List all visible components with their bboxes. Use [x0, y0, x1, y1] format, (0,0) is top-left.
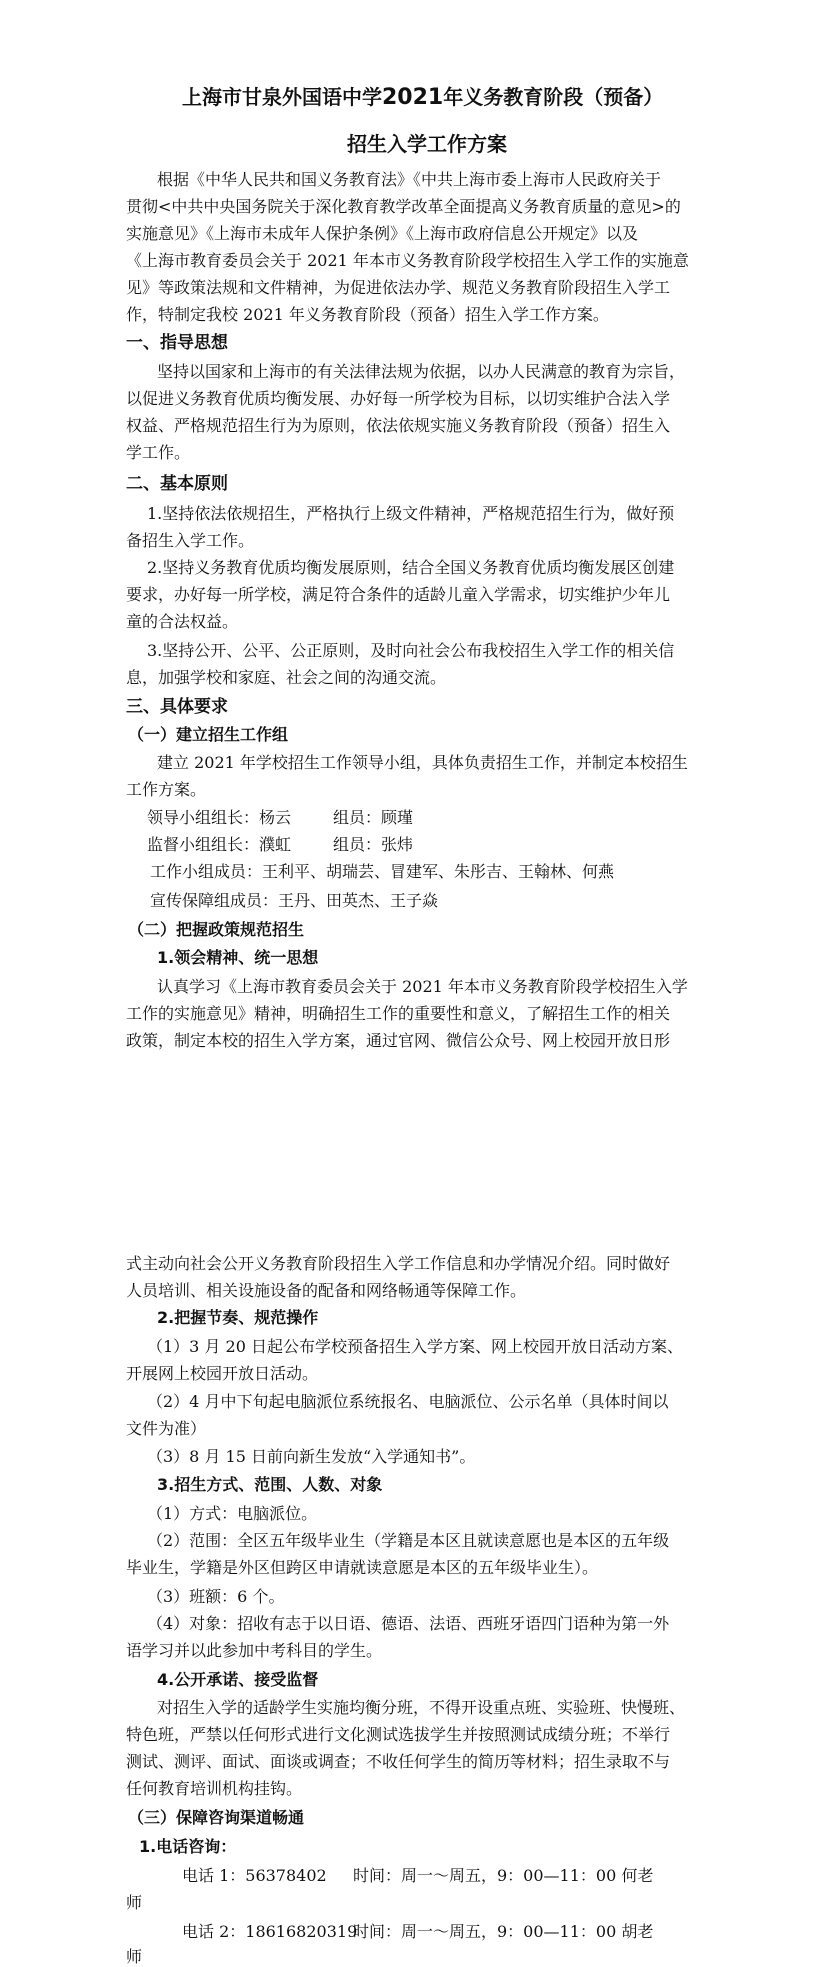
section-3-heading: 三、具体要求	[126, 697, 228, 717]
item-4-line: 对招生入学的适龄学生实施均衡分班，不得开设重点班、实验班、快慢班、	[157, 1698, 686, 1717]
item-3-line: （3）班额：6 个。	[147, 1587, 285, 1606]
item-2-line: （1）3 月 20 日起公布学校预备招生入学方案、网上校园开放日活动方案、	[147, 1337, 683, 1356]
title-year: 2021	[382, 85, 444, 110]
item-4-line: 任何教育培训机构挂钩。	[126, 1779, 303, 1798]
subsection-3-heading: （三）保障咨询渠道畅通	[128, 1808, 305, 1827]
section-2-line: 3.坚持公开、公平、公正原则，及时向社会公布我校招生入学工作的相关信	[147, 641, 675, 660]
intro-line: 作，特制定我校 2021 年义务教育阶段（预备）招生入学工作方案。	[126, 305, 609, 324]
phone-1-contact-tail: 师	[126, 1893, 143, 1912]
section-2-line: 备招生入学工作。	[126, 531, 255, 550]
item-4-heading: 4.公开承诺、接受监督	[157, 1670, 319, 1689]
section-1-line: 学工作。	[126, 443, 191, 462]
subsection-1-heading: （一）建立招生工作组	[128, 725, 289, 744]
subsection-2-heading: （二）把握政策规范招生	[128, 920, 305, 939]
phone-2-contact-tail: 师	[126, 1947, 143, 1966]
item-2-line: 文件为准）	[126, 1419, 207, 1438]
intro-line: 《上海市教育委员会关于 2021 年本市义务教育阶段学校招生入学工作的实施意	[126, 251, 689, 270]
item-3-line: 毕业生，学籍是外区但跨区申请就读意愿是本区的五年级毕业生）。	[126, 1558, 599, 1577]
item-3-line: 语学习并以此参加中考科目的学生。	[126, 1641, 383, 1660]
section-2-line: 1.坚持依法依规招生，严格执行上级文件精神，严格规范招生行为，做好预	[147, 504, 675, 523]
item-1-line: 工作的实施意见》精神，明确招生工作的重要性和意义，了解招生工作的相关	[126, 1004, 671, 1023]
section-2-line: 童的合法权益。	[126, 612, 239, 631]
item-1-line: 政策，制定本校的招生入学方案，通过官网、微信公众号、网上校园开放日形	[126, 1031, 671, 1050]
section-1-line: 坚持以国家和上海市的有关法律法规为依据，以办人民满意的教育为宗旨，	[157, 362, 686, 381]
supervise-group-leader: 监督小组组长：濮虹	[147, 835, 292, 854]
section-2-line: 息，加强学校和家庭、社会之间的沟通交流。	[126, 668, 447, 687]
intro-line: 见》等政策法规和文件精神，为促进依法办学、规范义务教育阶段招生入学工	[126, 278, 671, 297]
work-group-members: 工作小组成员：王利平、胡瑞芸、冒建军、朱彤吉、王翰林、何燕	[150, 862, 615, 881]
item-3-line: （2）范围：全区五年级毕业生（学籍是本区且就读意愿也是本区的五年级	[147, 1531, 670, 1550]
item-3-heading: 3.招生方式、范围、人数、对象	[157, 1475, 383, 1494]
section-2-line: 要求，办好每一所学校，满足符合条件的适龄儿童入学需求，切实维护少年儿	[126, 585, 671, 604]
item-2-line: （3）8 月 15 日前向新生发放“入学通知书”。	[147, 1447, 476, 1466]
item-3-line: （1）方式：电脑派位。	[147, 1504, 318, 1523]
leader-group-member: 组员：顾瑾	[333, 808, 414, 827]
supervise-group-member: 组员：张炜	[333, 835, 414, 854]
section-1-line: 权益、严格规范招生行为为原则，依法依规实施义务教育阶段（预备）招生入	[126, 416, 671, 435]
item-2-line: 开展网上校园开放日活动。	[126, 1364, 319, 1383]
phone-2-number: 电话 2：18616820319	[182, 1922, 358, 1941]
subsection-1-line: 工作方案。	[126, 780, 207, 799]
phone-consult-heading: 1.电话咨询：	[139, 1837, 237, 1856]
intro-line: 实施意见》《上海市未成年人保护条例》《上海市政府信息公开规定》以及	[126, 224, 639, 243]
item-4-line: 特色班，严禁以任何形式进行文化测试选拔学生并按照测试成绩分班；不举行	[126, 1725, 671, 1744]
title-line-2: 招生入学工作方案	[347, 132, 507, 156]
intro-line: 贯彻<中共中央国务院关于深化教育教学改革全面提高义务教育质量的意见>的	[126, 197, 681, 216]
publicity-group-members: 宣传保障组成员：王丹、田英杰、王子焱	[150, 891, 439, 910]
phone-1-hours: 时间：周一～周五，9：00—11：00 何老	[353, 1866, 654, 1885]
intro-line: 根据《中华人民共和国义务教育法》《中共上海市委上海市人民政府关于	[157, 170, 662, 189]
title-school-name: 上海市甘泉外国语中学	[182, 85, 382, 109]
item-4-line: 测试、测评、面试、面谈或调查；不收任何学生的简历等材料；招生录取不与	[126, 1752, 671, 1771]
subsection-1-line: 建立 2021 年学校招生工作领导小组，具体负责招生工作，并制定本校招生	[157, 753, 688, 772]
item-2-line: （2）4 月中下旬起电脑派位系统报名、电脑派位、公示名单（具体时间以	[147, 1392, 669, 1411]
item-1-line: 式主动向社会公开义务教育阶段招生入学工作信息和办学情况介绍。同时做好	[126, 1254, 671, 1273]
item-1-heading: 1.领会精神、统一思想	[157, 948, 319, 967]
leader-group-leader: 领导小组组长：杨云	[147, 808, 292, 827]
title-line-1	[182, 84, 663, 111]
item-1-line: 人员培训、相关设施设备的配备和网络畅通等保障工作。	[126, 1281, 527, 1300]
section-2-line: 2.坚持义务教育优质均衡发展原则，结合全国义务教育优质均衡发展区创建	[147, 558, 675, 577]
item-3-line: （4）对象：招收有志于以日语、德语、法语、西班牙语四门语种为第一外	[147, 1614, 670, 1633]
item-1-line: 认真学习《上海市教育委员会关于 2021 年本市义务教育阶段学校招生入学	[157, 977, 688, 996]
section-2-heading: 二、基本原则	[126, 474, 228, 494]
phone-2-hours: 时间：周一～周五，9：00—11：00 胡老	[353, 1922, 654, 1941]
item-2-heading: 2.把握节奏、规范操作	[157, 1308, 319, 1327]
section-1-line: 以促进义务教育优质均衡发展、办好每一所学校为目标，以切实维护合法入学	[126, 389, 671, 408]
section-1-heading: 一、指导思想	[126, 333, 228, 353]
phone-1-number: 电话 1：56378402	[182, 1866, 327, 1885]
title-stage: 年义务教育阶段（预备）	[443, 85, 664, 109]
